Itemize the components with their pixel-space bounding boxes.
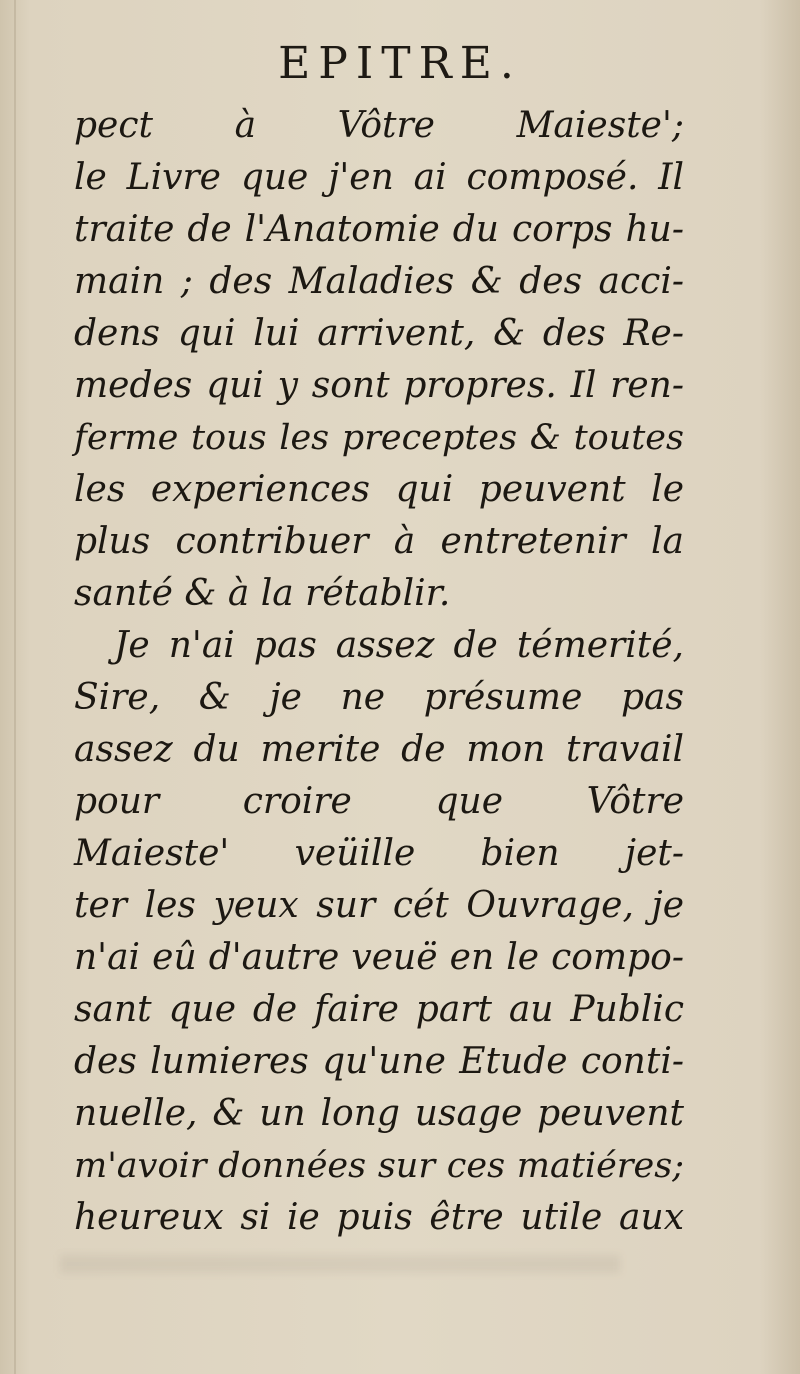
running-head: EPITRE.	[278, 38, 522, 89]
text-line: main ; des Maladies & des acci-	[74, 261, 684, 302]
text-line: assez du merite de mon travail	[74, 729, 684, 770]
page-gutter	[14, 0, 16, 1374]
text-line: heureux si ie puis être utile aux	[74, 1197, 684, 1238]
text-line: des lumieres qu'une Etude conti-	[74, 1041, 684, 1082]
text-line: sant que de faire part au Public	[74, 989, 684, 1030]
text-line: traite de l'Anatomie du corps hu-	[74, 209, 684, 250]
show-through-smudge	[60, 1255, 620, 1273]
text-line: pect à Vôtre Maieste';	[74, 105, 684, 146]
text-line: ferme tous les preceptes & toutes	[74, 418, 684, 458]
text-line: Maieste' veüille bien jet-	[74, 833, 684, 874]
text-line: santé & à la rétablir.	[74, 573, 451, 614]
text-line: plus contribuer à entretenir la	[74, 521, 684, 562]
text-line: Je n'ai pas assez de témerité,	[114, 625, 684, 666]
text-line: Sire, & je ne présume pas	[74, 677, 684, 718]
body-text	[74, 100, 684, 1244]
text-line: nuelle, & un long usage peuvent	[74, 1093, 684, 1134]
text-line: les experiences qui peuvent le	[74, 469, 684, 510]
text-line: ter les yeux sur cét Ouvrage, je	[74, 885, 684, 926]
text-line: medes qui y sont propres. Il ren-	[74, 365, 684, 406]
text-line: dens qui lui arrivent, & des Re-	[74, 313, 684, 354]
text-line: m'avoir données sur ces matiéres;	[74, 1146, 684, 1186]
text-line: le Livre que j'en ai composé. Il	[74, 157, 684, 198]
text-line: pour croire que Vôtre	[74, 781, 684, 822]
text-line: n'ai eû d'autre veuë en le compo-	[74, 937, 684, 978]
